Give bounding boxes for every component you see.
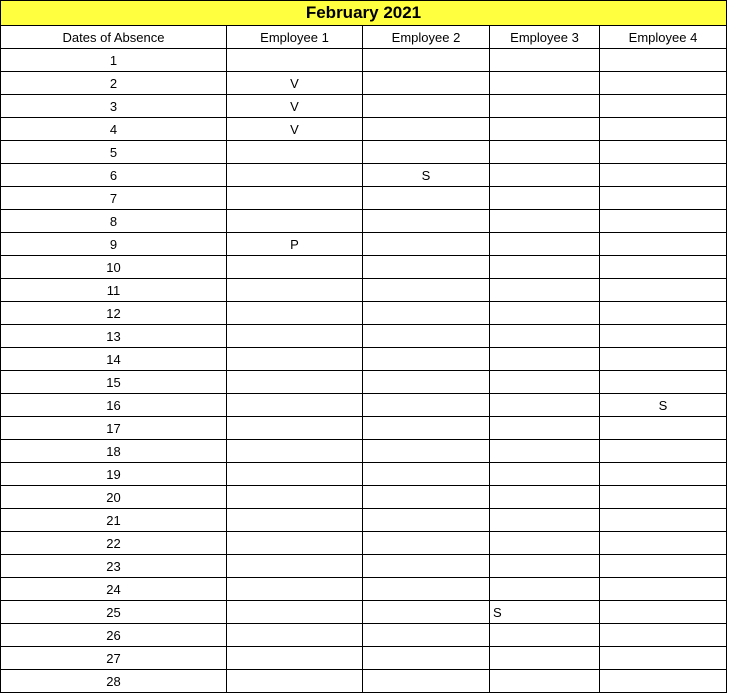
employee-1-cell[interactable] — [227, 509, 363, 532]
employee-2-cell[interactable] — [363, 210, 490, 233]
employee-3-cell[interactable] — [490, 509, 600, 532]
employee-3-cell[interactable] — [490, 118, 600, 141]
header-employee-1: Employee 1 — [227, 26, 363, 49]
date-cell[interactable]: 15 — [1, 371, 227, 394]
date-cell[interactable]: 20 — [1, 486, 227, 509]
date-cell[interactable]: 18 — [1, 440, 227, 463]
employee-1-cell[interactable] — [227, 348, 363, 371]
date-cell[interactable]: 1 — [1, 49, 227, 72]
employee-4-cell[interactable] — [600, 279, 727, 302]
date-cell[interactable]: 28 — [1, 670, 227, 693]
table-row — [1, 348, 727, 371]
employee-1-cell[interactable]: V — [227, 95, 363, 118]
employee-2-cell[interactable]: S — [363, 164, 490, 187]
employee-4-cell[interactable] — [600, 532, 727, 555]
table-row — [1, 601, 727, 624]
employee-2-cell[interactable] — [363, 187, 490, 210]
employee-2-cell[interactable] — [363, 440, 490, 463]
employee-4-cell[interactable] — [600, 463, 727, 486]
date-cell[interactable]: 27 — [1, 647, 227, 670]
employee-3-cell[interactable] — [490, 670, 600, 693]
employee-2-cell[interactable] — [363, 49, 490, 72]
employee-4-cell[interactable] — [600, 187, 727, 210]
table-row — [1, 95, 727, 118]
table-row — [1, 647, 727, 670]
employee-1-cell[interactable] — [227, 417, 363, 440]
date-cell[interactable]: 9 — [1, 233, 227, 256]
employee-3-cell[interactable] — [490, 95, 600, 118]
date-cell[interactable]: 26 — [1, 624, 227, 647]
table-row — [1, 394, 727, 417]
date-cell[interactable]: 4 — [1, 118, 227, 141]
date-cell[interactable]: 25 — [1, 601, 227, 624]
employee-3-cell[interactable] — [490, 371, 600, 394]
employee-1-cell[interactable] — [227, 670, 363, 693]
table-row — [1, 210, 727, 233]
table-row — [1, 72, 727, 95]
table-row — [1, 49, 727, 72]
employee-2-cell[interactable] — [363, 141, 490, 164]
employee-4-cell[interactable] — [600, 578, 727, 601]
employee-1-cell[interactable] — [227, 187, 363, 210]
employee-4-cell[interactable] — [600, 440, 727, 463]
date-cell[interactable]: 23 — [1, 555, 227, 578]
employee-2-cell[interactable] — [363, 348, 490, 371]
employee-4-cell[interactable] — [600, 95, 727, 118]
table-row — [1, 233, 727, 256]
table-row — [1, 417, 727, 440]
employee-2-cell[interactable] — [363, 394, 490, 417]
table-row — [1, 141, 727, 164]
table-row — [1, 578, 727, 601]
date-cell[interactable]: 11 — [1, 279, 227, 302]
employee-4-cell[interactable] — [600, 49, 727, 72]
employee-1-cell[interactable] — [227, 463, 363, 486]
employee-3-cell[interactable] — [490, 555, 600, 578]
date-cell[interactable]: 24 — [1, 578, 227, 601]
employee-4-cell[interactable] — [600, 601, 727, 624]
date-cell[interactable]: 7 — [1, 187, 227, 210]
employee-4-cell[interactable] — [600, 118, 727, 141]
employee-3-cell[interactable] — [490, 463, 600, 486]
employee-3-cell[interactable] — [490, 279, 600, 302]
employee-2-cell[interactable] — [363, 624, 490, 647]
employee-3-cell[interactable] — [490, 141, 600, 164]
employee-1-cell[interactable] — [227, 440, 363, 463]
table-row — [1, 670, 727, 693]
date-cell[interactable]: 12 — [1, 302, 227, 325]
employee-2-cell[interactable] — [363, 532, 490, 555]
employee-3-cell[interactable] — [490, 49, 600, 72]
employee-4-cell[interactable] — [600, 210, 727, 233]
employee-4-cell[interactable] — [600, 325, 727, 348]
employee-1-cell[interactable] — [227, 624, 363, 647]
employee-4-cell[interactable] — [600, 72, 727, 95]
header-dates: Dates of Absence — [1, 26, 227, 49]
employee-1-cell[interactable] — [227, 279, 363, 302]
employee-1-cell[interactable] — [227, 532, 363, 555]
employee-2-cell[interactable] — [363, 601, 490, 624]
date-cell[interactable]: 3 — [1, 95, 227, 118]
employee-3-cell[interactable] — [490, 647, 600, 670]
employee-1-cell[interactable] — [227, 49, 363, 72]
table-row — [1, 440, 727, 463]
employee-4-cell[interactable] — [600, 164, 727, 187]
table-row — [1, 187, 727, 210]
employee-3-cell[interactable] — [490, 302, 600, 325]
employee-1-cell[interactable] — [227, 394, 363, 417]
employee-3-cell[interactable] — [490, 578, 600, 601]
date-cell[interactable]: 6 — [1, 164, 227, 187]
employee-2-cell[interactable] — [363, 72, 490, 95]
table-row — [1, 555, 727, 578]
employee-1-cell[interactable] — [227, 256, 363, 279]
employee-4-cell[interactable] — [600, 555, 727, 578]
employee-4-cell[interactable] — [600, 233, 727, 256]
employee-4-cell[interactable] — [600, 670, 727, 693]
date-cell[interactable]: 16 — [1, 394, 227, 417]
employee-1-cell[interactable] — [227, 302, 363, 325]
sheet-title: February 2021 — [1, 1, 727, 26]
header-employee-3: Employee 3 — [490, 26, 600, 49]
employee-1-cell[interactable] — [227, 578, 363, 601]
header-employee-2: Employee 2 — [363, 26, 490, 49]
employee-2-cell[interactable] — [363, 463, 490, 486]
employee-2-cell[interactable] — [363, 371, 490, 394]
date-cell[interactable]: 21 — [1, 509, 227, 532]
employee-1-cell[interactable] — [227, 141, 363, 164]
employee-4-cell[interactable] — [600, 348, 727, 371]
employee-3-cell[interactable] — [490, 164, 600, 187]
table-row — [1, 371, 727, 394]
employee-2-cell[interactable] — [363, 509, 490, 532]
employee-4-cell[interactable] — [600, 647, 727, 670]
employee-3-cell[interactable] — [490, 440, 600, 463]
table-row — [1, 532, 727, 555]
table-row — [1, 624, 727, 647]
employee-4-cell[interactable] — [600, 141, 727, 164]
header-row — [1, 26, 727, 49]
employee-1-cell[interactable] — [227, 647, 363, 670]
date-cell[interactable]: 17 — [1, 417, 227, 440]
employee-1-cell[interactable]: V — [227, 72, 363, 95]
employee-2-cell[interactable] — [363, 555, 490, 578]
employee-3-cell[interactable] — [490, 72, 600, 95]
date-cell[interactable]: 5 — [1, 141, 227, 164]
employee-3-cell[interactable] — [490, 417, 600, 440]
date-cell[interactable]: 19 — [1, 463, 227, 486]
date-cell[interactable]: 14 — [1, 348, 227, 371]
employee-2-cell[interactable] — [363, 647, 490, 670]
table-row — [1, 118, 727, 141]
employee-3-cell[interactable] — [490, 532, 600, 555]
table-row — [1, 509, 727, 532]
employee-2-cell[interactable] — [363, 279, 490, 302]
employee-3-cell[interactable] — [490, 256, 600, 279]
employee-1-cell[interactable] — [227, 601, 363, 624]
table-row — [1, 463, 727, 486]
employee-2-cell[interactable] — [363, 325, 490, 348]
employee-1-cell[interactable] — [227, 371, 363, 394]
table-row — [1, 302, 727, 325]
employee-4-cell[interactable] — [600, 509, 727, 532]
table-row — [1, 256, 727, 279]
employee-2-cell[interactable] — [363, 302, 490, 325]
table-row — [1, 486, 727, 509]
date-cell[interactable]: 2 — [1, 72, 227, 95]
employee-4-cell[interactable] — [600, 256, 727, 279]
date-cell[interactable]: 13 — [1, 325, 227, 348]
date-cell[interactable]: 8 — [1, 210, 227, 233]
employee-4-cell[interactable]: S — [600, 394, 727, 417]
employee-2-cell[interactable] — [363, 670, 490, 693]
employee-1-cell[interactable] — [227, 210, 363, 233]
employee-3-cell[interactable]: S — [490, 601, 600, 624]
employee-1-cell[interactable]: V — [227, 118, 363, 141]
employee-1-cell[interactable] — [227, 325, 363, 348]
employee-3-cell[interactable] — [490, 348, 600, 371]
employee-1-cell[interactable] — [227, 486, 363, 509]
employee-4-cell[interactable] — [600, 624, 727, 647]
table-row — [1, 325, 727, 348]
employee-4-cell[interactable] — [600, 302, 727, 325]
employee-2-cell[interactable] — [363, 118, 490, 141]
employee-2-cell[interactable] — [363, 256, 490, 279]
employee-4-cell[interactable] — [600, 371, 727, 394]
employee-3-cell[interactable] — [490, 325, 600, 348]
table-row — [1, 279, 727, 302]
employee-1-cell[interactable] — [227, 555, 363, 578]
header-employee-4: Employee 4 — [600, 26, 727, 49]
employee-3-cell[interactable] — [490, 486, 600, 509]
employee-2-cell[interactable] — [363, 417, 490, 440]
employee-4-cell[interactable] — [600, 417, 727, 440]
table-row — [1, 164, 727, 187]
employee-4-cell[interactable] — [600, 486, 727, 509]
employee-2-cell[interactable] — [363, 95, 490, 118]
employee-2-cell[interactable] — [363, 486, 490, 509]
date-cell[interactable]: 22 — [1, 532, 227, 555]
employee-1-cell[interactable] — [227, 164, 363, 187]
date-cell[interactable]: 10 — [1, 256, 227, 279]
employee-3-cell[interactable] — [490, 210, 600, 233]
employee-3-cell[interactable] — [490, 187, 600, 210]
employee-2-cell[interactable] — [363, 578, 490, 601]
employee-3-cell[interactable] — [490, 233, 600, 256]
employee-1-cell[interactable]: P — [227, 233, 363, 256]
employee-2-cell[interactable] — [363, 233, 490, 256]
employee-3-cell[interactable] — [490, 394, 600, 417]
employee-3-cell[interactable] — [490, 624, 600, 647]
